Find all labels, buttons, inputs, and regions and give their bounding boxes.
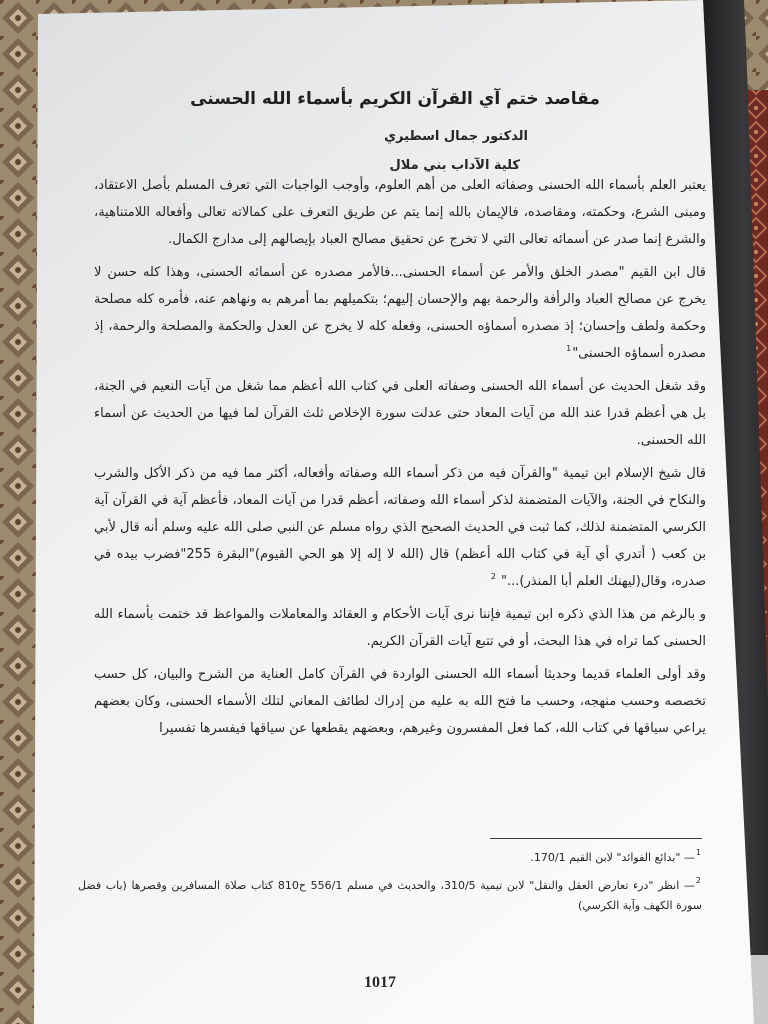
footnote-reference: 2 <box>490 572 496 581</box>
footnote-text: — انظر "درء تعارض العقل والنقل" لابن تيمية 310/5، والحديث في مسلم 556/1 ح810 كتاب صلاة المسافرين وقصرها (باب فضل سورة الكهف وآية الكرسي) <box>78 879 702 912</box>
paragraph-text: وقد شغل الحديث عن أسماء الله الحسنى وصفاته العلى في كتاب الله أعظم مما شغل من آيات النعيم في الجنة، بل هي أعظم قدرا عند الله من آيات المعاد حتى عدلت سورة الإخلاص ثلث القرآن لما فيها من الحديث عن أسماء الله الحسنى. <box>94 379 706 448</box>
footnote-marker: 2 <box>695 876 702 885</box>
paragraph-text: يعتبر العلم بأسماء الله الحسنى وصفاته العلى من أهم العلوم، وأوجب الواجبات التي تعرف المسلم بأصل الاعتقاد، ومبنى الشرع، وحكمته، ومقاصده، فالإيمان بالله إنما يتم عن طريق التعرف على كمالاته تعالى وأفعاله اللامتناهية، والشرع إنما صدر عن أسمائه تعالى التي لا تخرج عن تحقيق مصالح العباد بإيصالهم إلى مدارج الكمال. <box>94 178 706 247</box>
paragraph <box>94 661 706 742</box>
footnote-text: — "بدائع الفوائد" لابن القيم 170/1. <box>530 851 695 864</box>
paragraph <box>94 259 706 367</box>
paragraph-text: قال ابن القيم "مصدر الخلق والأمر عن أسماء الحسنى...فالأمر مصدره عن أسمائه الحسنى، وهذا كله حسن لا يخرج عن مصالح العباد والرأفة والرحمة بهم والإحسان إليهم؛ بتكميلهم بما أمرهم به ونهاهم عنه، فأمره كله مصلحة وحكمة ولطف وإحسان؛ إذ مصدره أسماؤه الحسنى، وفعله كله لا يخرج عن العدل والحكمة والمصلحة والرحمة، إذ مصدره أسماؤه الحسنى" <box>94 265 706 361</box>
article-title: مقاصد ختم آي القرآن الكريم بأسماء الله الحسنى <box>190 89 600 109</box>
footnote <box>78 876 702 916</box>
footnote-rule <box>490 838 702 839</box>
paragraph-text: و بالرغم من هذا الذي ذكره ابن تيمية فإننا نرى آيات الأحكام و العقائد والمعاملات والمواعظ قد ختمت بأسماء الله الحسنى كما تراه في هذا البحث، أو في تتبع آيات القرآن الكريم. <box>94 607 706 649</box>
paragraph <box>94 373 706 454</box>
footnote <box>78 848 702 868</box>
footnotes <box>78 848 702 924</box>
author-affiliation: كلية الآداب بني ملال <box>389 158 520 173</box>
paragraph <box>94 601 706 655</box>
article-body <box>94 172 706 748</box>
paragraph <box>94 460 706 595</box>
paragraph <box>94 172 706 253</box>
paragraph-text: وقد أولى العلماء قديما وحديثا أسماء الله الحسنى الواردة في القرآن كامل العناية من الشرح والبيان، كل حسب تخصصه وحسب منهجه، وحسب ما فتح الله به عليه من إدراك لطائف المعاني لتلك الأسماء الحسنى، وكان بعضهم يراعي سياقها في كتاب الله، كما فعل المفسرون وغيرهم، وبعضهم يقطعها عن سياقها فيفسرها تفسيرا <box>94 667 706 736</box>
page-number: 1017 <box>364 974 396 991</box>
footnote-reference: 1 <box>566 344 572 353</box>
paragraph-text: قال شيخ الإسلام ابن تيمية "والقرآن فيه من ذكر أسماء الله وصفاته وأفعاله، أكثر مما فيه من ذكر الأكل والشرب والنكاح في الجنة، والآيات المتضمنة لذكر أسماء الله وصفاته، أعظم قدرا من آيات المعاد، فأعظم آية في القرآن آية الكرسي المتضمنة لذلك، كما ثبت في الحديث الصحيح الذي رواه مسلم عن النبي صلى الله عليه وسلم أنه قال لأبي بن كعب ( أتدري أي آية في كتاب الله أعظم) قال (الله لا إله إلا هو الحي القيوم)"البقرة 255"فضرب بيده في صدره، وقال(ليهنك العلم أبا المنذر)..." <box>94 466 706 589</box>
footnote-marker: 1 <box>695 848 701 857</box>
author-name: الدكتور جمال اسطيري <box>384 129 528 144</box>
